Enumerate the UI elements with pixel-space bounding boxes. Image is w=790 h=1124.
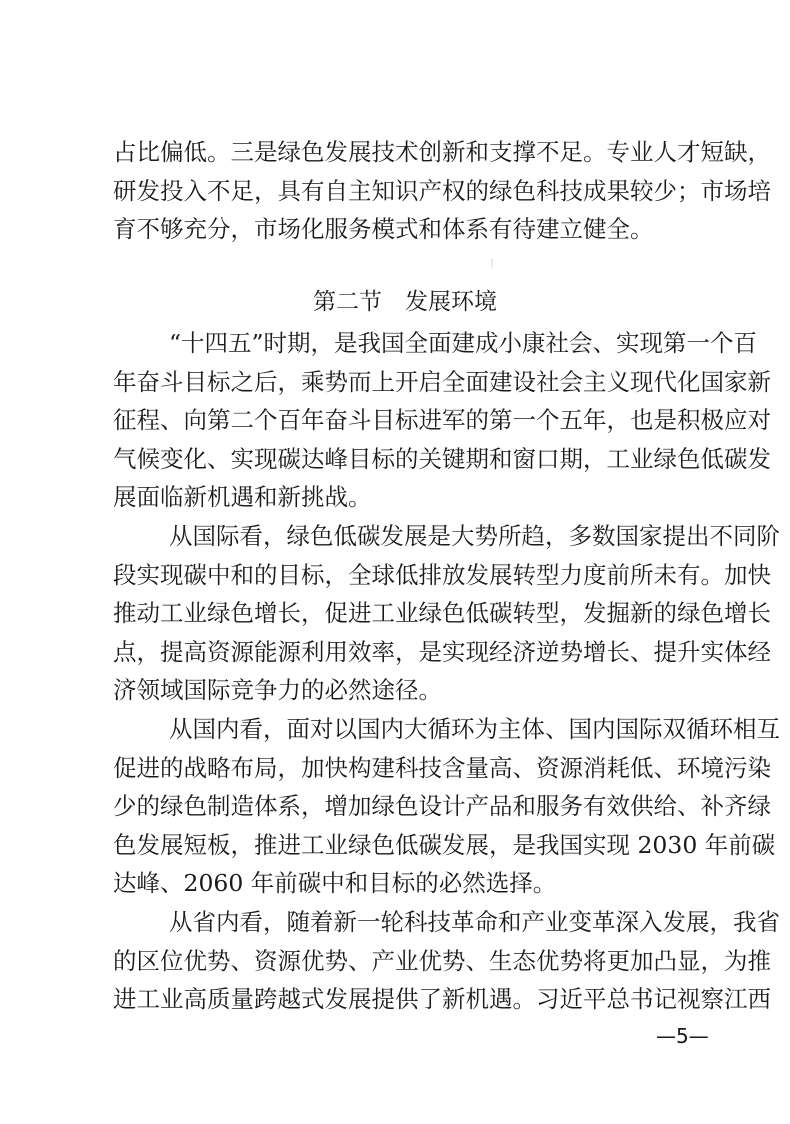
text-line: 达峰、2060 年前碳中和目标的必然选择。 bbox=[113, 869, 557, 898]
paragraph-1 bbox=[113, 324, 771, 517]
text-line: 推动工业绿色增长，促进工业绿色低碳转型，发掘新的绿色增长 bbox=[113, 599, 771, 628]
section-heading: 第二节 发展环境 bbox=[313, 289, 497, 315]
text-line: “十四五”时期，是我国全面建成小康社会、实现第一个百 bbox=[169, 329, 758, 357]
text-line: 研发投入不足，具有自主知识产权的绿色科技成果较少；市场培 bbox=[113, 176, 771, 205]
paragraph-2 bbox=[113, 517, 780, 710]
text-line: 育不够充分，市场化服务模式和体系有待建立健全。 bbox=[113, 215, 654, 244]
text-line: 气候变化、实现碳达峰目标的关键期和窗口期，工业绿色低碳发 bbox=[113, 444, 771, 473]
text-line: 征程、向第二个百年奋斗目标进军的第一个五年，也是积极应对 bbox=[113, 406, 771, 435]
text-line: 段实现碳中和的目标，全球低排放发展转型力度前所未有。加快 bbox=[113, 560, 771, 589]
text-line: 从国际看，绿色低碳发展是大势所趋，多数国家提出不同阶 bbox=[169, 522, 780, 550]
text-line: 占比偏低。三是绿色发展技术创新和支撑不足。专业人才短缺， bbox=[113, 138, 771, 166]
text-line: 济领域国际竞争力的必然途径。 bbox=[113, 676, 442, 705]
text-line: 从国内看，面对以国内大循环为主体、国内国际双循环相互 bbox=[169, 715, 780, 743]
text-line: 展面临新机遇和新挑战。 bbox=[113, 483, 372, 512]
text-line: 色发展短板，推进工业绿色低碳发展，是我国实现 2030 年前碳 bbox=[113, 830, 776, 859]
paragraph-4 bbox=[113, 903, 780, 1019]
text-line: 进工业高质量跨越式发展提供了新机遇。习近平总书记视察江西 bbox=[113, 985, 771, 1014]
text-line: 点，提高资源能源利用效率，是实现经济逆势增长、提升实体经 bbox=[113, 637, 771, 666]
paragraph-3 bbox=[113, 710, 780, 903]
text-line: 少的绿色制造体系，增加绿色设计产品和服务有效供给、补齐绿 bbox=[113, 792, 771, 821]
text-line: 促进的战略布局，加快构建科技含量高、资源消耗低、环境污染 bbox=[113, 753, 771, 782]
text-line: 从省内看，随着新一轮科技革命和产业变革深入发展，我省 bbox=[169, 908, 780, 936]
text-line: 年奋斗目标之后，乘势而上开启全面建设社会主义现代化国家新 bbox=[113, 367, 771, 396]
paragraph-intro bbox=[113, 133, 771, 249]
text-line: 的区位优势、资源优势、产业优势、生态优势将更加凸显，为推 bbox=[113, 946, 771, 975]
page-number: —5— bbox=[656, 1024, 709, 1048]
scan-speck bbox=[491, 259, 493, 269]
